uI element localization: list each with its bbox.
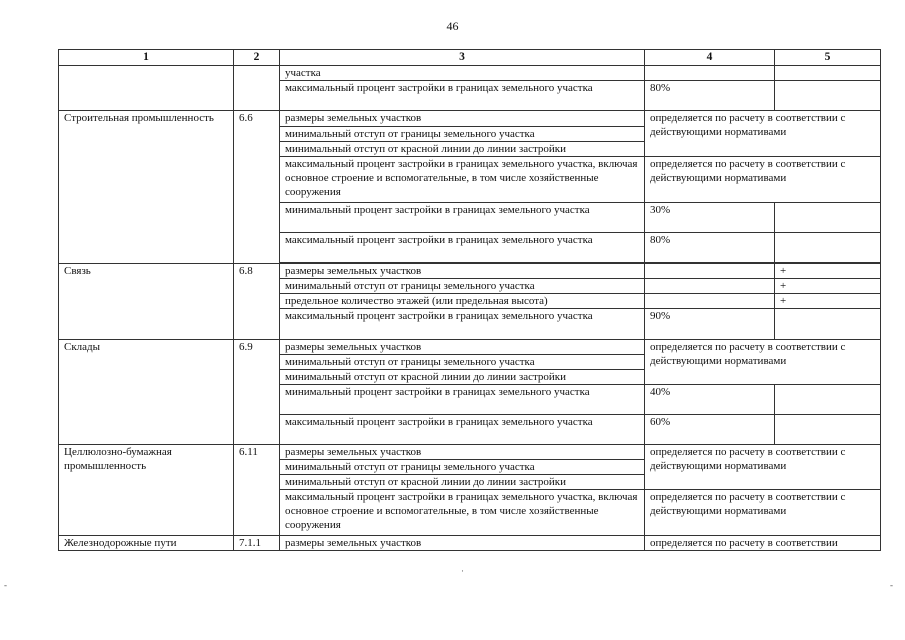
value-cell: определяется по расчету в соответствии [645,536,881,551]
value-cell [645,294,775,309]
param-cell: минимальный отступ от красной линии до линии застройки [280,142,645,157]
param-cell: минимальный отступ от красной линии до линии застройки [280,475,645,490]
table-row [59,264,881,279]
param-cell: минимальный отступ от границы земельного участка [280,460,645,475]
value-cell: определяется по расчету в соответствии с действующими нормативами [645,340,881,385]
param-cell: предельное количество этажей (или предельная высота) [280,294,645,309]
param-cell: размеры земельных участков [280,264,645,279]
use-name-cell: Строительная промышленность [59,111,234,264]
use-code-cell [234,66,280,111]
use-code-cell: 6.11 [234,445,280,536]
param-cell: размеры земельных участков [280,340,645,355]
table-row [59,445,881,460]
param-cell: минимальный отступ от границы земельного участка [280,355,645,370]
mark-cell [775,385,881,415]
mark-cell: + [775,294,881,309]
use-code-cell: 6.8 [234,264,280,340]
param-cell: размеры земельных участков [280,536,645,551]
param-cell: максимальный процент застройки в границах земельного участка [280,81,645,111]
param-cell: минимальный процент застройки в границах земельного участка [280,203,645,233]
use-name-cell: Склады [59,340,234,445]
header-col-1: 1 [59,50,234,66]
scan-speck: · [461,566,464,576]
scan-speck: - [890,580,893,590]
use-code-cell: 6.6 [234,111,280,264]
value-cell: определяется по расчету в соответствии с действующими нормативами [645,445,881,490]
mark-cell [775,66,881,81]
param-cell: максимальный процент застройки в границах земельного участка [280,309,645,340]
regulations-table [58,49,881,551]
value-cell: 90% [645,309,775,340]
value-cell [645,264,775,279]
param-cell: минимальный процент застройки в границах земельного участка [280,385,645,415]
header-col-4: 4 [645,50,775,66]
value-cell [645,279,775,294]
mark-cell [775,233,881,263]
use-name-cell [59,66,234,111]
param-cell: участка [280,66,645,81]
value-cell: определяется по расчету в соответствии с действующими нормативами [645,157,881,203]
mark-cell [775,203,881,233]
header-col-3: 3 [280,50,645,66]
value-cell: 80% [645,233,775,263]
value-cell: 80% [645,81,775,111]
param-cell: максимальный процент застройки в границах земельного участка, включая основное строение и вспомогательные, в том числе хозяйственные сооружения [280,490,645,536]
param-cell: размеры земельных участков [280,445,645,460]
param-cell: минимальный отступ от красной линии до линии застройки [280,370,645,385]
param-cell: минимальный отступ от границы земельного участка [280,127,645,142]
mark-cell [775,309,881,340]
use-name-cell: Связь [59,264,234,340]
value-cell: определяется по расчету в соответствии с действующими нормативами [645,111,881,157]
value-cell: 60% [645,415,775,445]
value-cell: определяется по расчету в соответствии с действующими нормативами [645,490,881,536]
table-row [59,111,881,127]
value-cell [645,66,775,81]
param-cell: размеры земельных участков [280,111,645,127]
use-code-cell: 6.9 [234,340,280,445]
param-cell: максимальный процент застройки в границах земельного участка, включая основное строение и вспомогательные, в том числе хозяйственные сооружения [280,157,645,203]
table-row [59,536,881,551]
header-col-2: 2 [234,50,280,66]
header-col-5: 5 [775,50,881,66]
param-cell: максимальный процент застройки в границах земельного участка [280,233,645,263]
value-cell: 30% [645,203,775,233]
mark-cell [775,415,881,445]
value-cell: 40% [645,385,775,415]
use-name-cell: Железнодорожные пути [59,536,234,551]
table-header-row [59,50,881,66]
mark-cell [775,81,881,111]
mark-cell: + [775,279,881,294]
scan-speck: - [4,580,7,590]
param-cell: максимальный процент застройки в границах земельного участка [280,415,645,445]
table-row [59,66,881,81]
param-cell: минимальный отступ от границы земельного участка [280,279,645,294]
page-number: 46 [446,19,459,33]
use-name-cell: Целлюлозно-бумажная промышленность [59,445,234,536]
use-code-cell: 7.1.1 [234,536,280,551]
mark-cell: + [775,264,881,279]
table-row [59,340,881,355]
